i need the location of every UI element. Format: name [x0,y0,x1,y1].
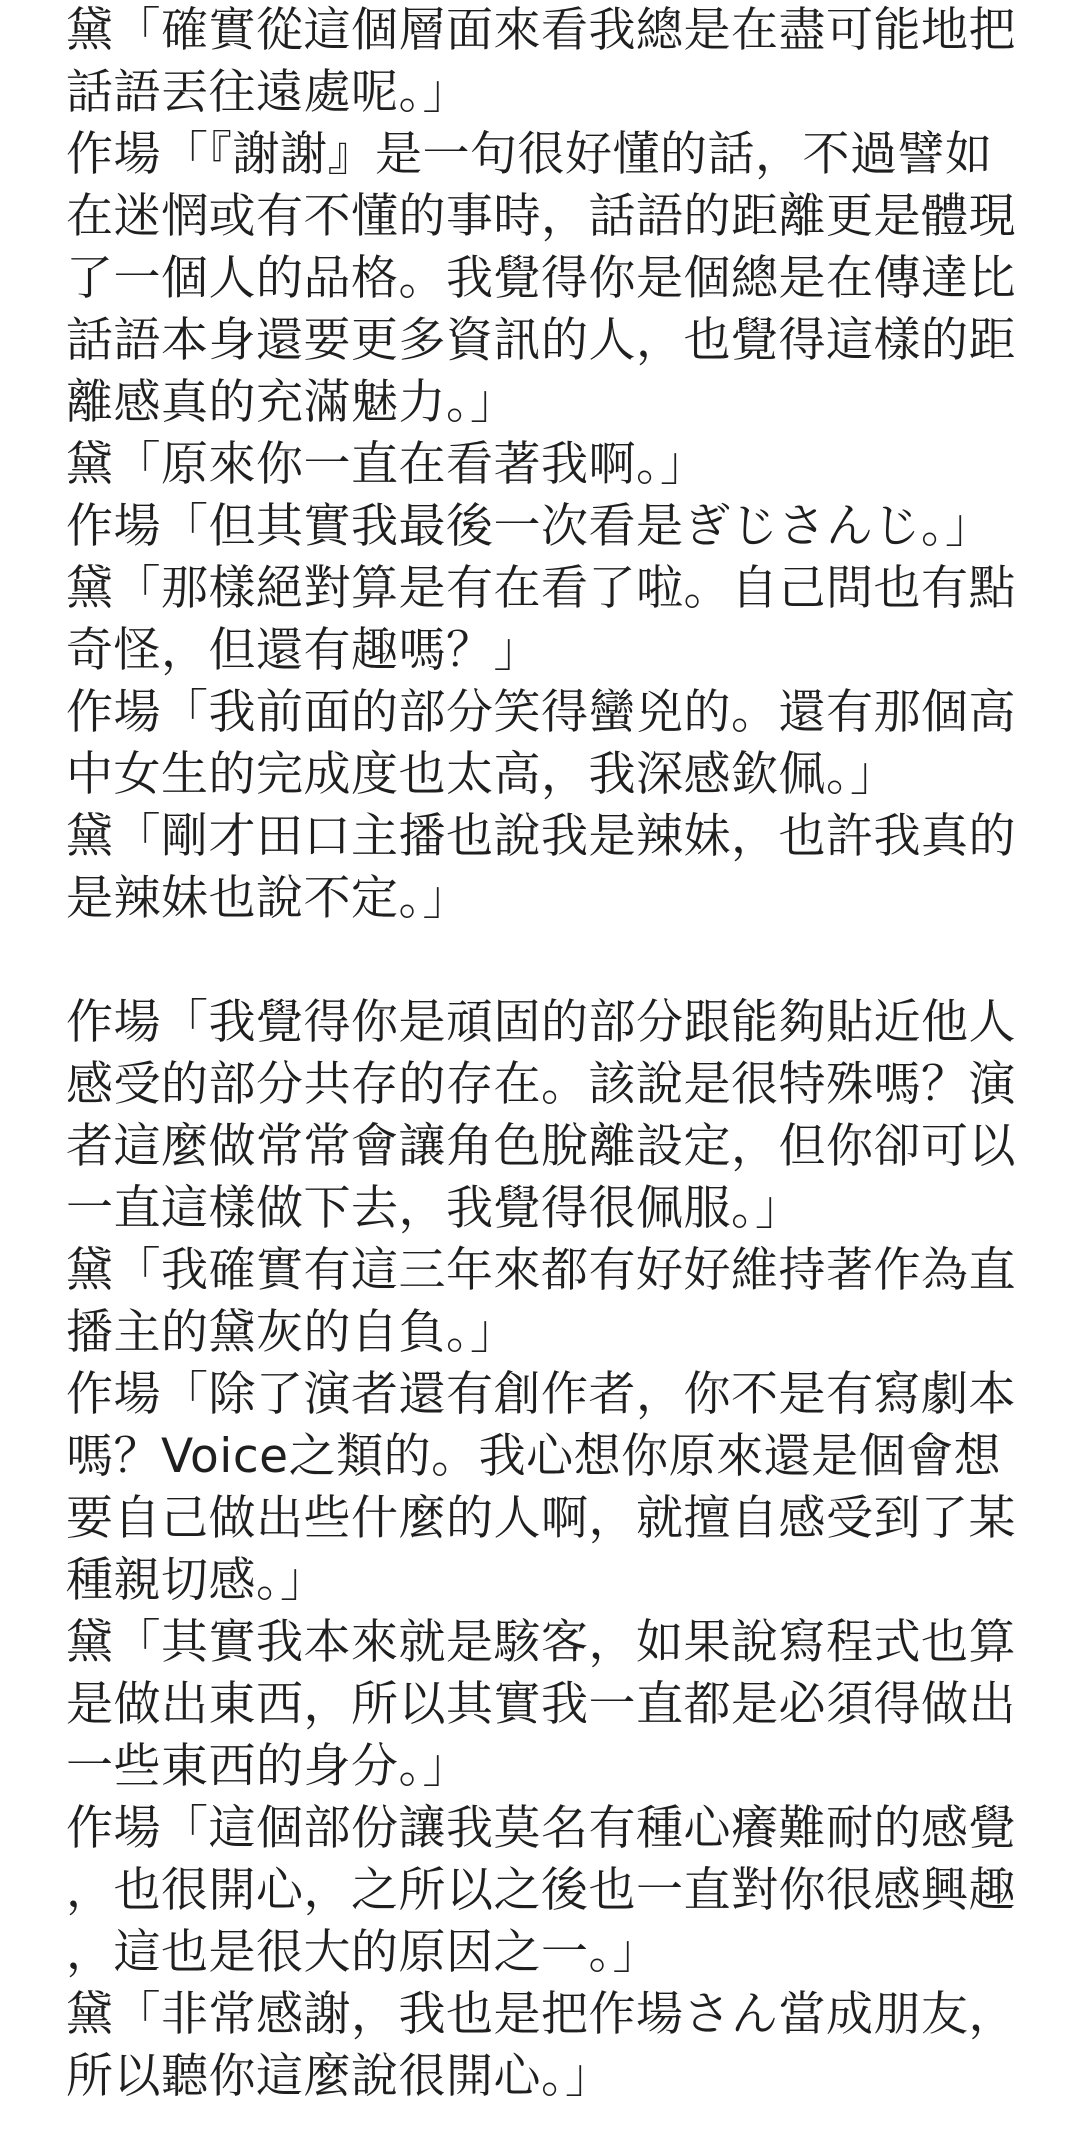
text-line: ，這也是很大的原因之一。」 [66,1925,660,1980]
text-line: 者這麼做常常會讓角色脫離設定，但你卻可以 [66,1119,1016,1174]
text-line: 黛「剛才田口主播也說我是辣妹，也許我真的 [66,809,1016,864]
text-line: 了一個人的品格。我覺得你是個總是在傳達比 [66,251,1016,306]
text-line: 作場「除了演者還有創作者，你不是有寫劇本 [66,1367,1016,1422]
text-line: 黛「其實我本來就是駭客，如果說寫程式也算 [66,1615,1016,1670]
text-line: 作場「『謝謝』是一句很好懂的話，不過譬如 [66,127,993,182]
text-line: 黛「我確實有這三年來都有好好維持著作為直 [66,1243,1016,1298]
text-line: 播主的黛灰的自負。」 [66,1305,518,1360]
text-line: 作場「這個部份讓我莫名有種心癢難耐的感覺 [66,1801,1016,1856]
text-line: 是做出東西，所以其實我一直都是必須得做出 [66,1677,1016,1732]
text-line: 一直這樣做下去，我覺得很佩服。」 [66,1181,803,1236]
text-line: 感受的部分共存的存在。該說是很特殊嗎？演 [66,1057,1016,1112]
text-line: 種親切感。」 [66,1553,328,1608]
text-line: 在迷惘或有不懂的事時，話語的距離更是體現 [66,189,1016,244]
text-line: 話語丟往遠處呢。」 [66,65,470,120]
text-line: 黛「那樣絕對算是有在看了啦。自己問也有點 [66,561,1016,616]
text-line: 離感真的充滿魅力。」 [66,375,518,430]
text-line: 黛「非常感謝，我也是把作場さん當成朋友， [66,1987,1016,2042]
text-line: 黛「確實從這個層面來看我總是在盡可能地把 [66,3,1016,58]
text-line: 嗎？Voice之類的。我心想你原來還是個會想 [66,1429,1002,1484]
text-line: 一些東西的身分。」 [66,1739,470,1794]
text-line: 作場「我前面的部分笑得蠻兇的。還有那個高 [66,685,1016,740]
text-line: 中女生的完成度也太高，我深感欽佩。」 [66,747,898,802]
blank-line [66,930,1026,992]
text-line: 所以聽你這麼說很開心。」 [66,2049,613,2104]
text-line: 是辣妹也說不定。」 [66,871,470,926]
text-line: 話語本身還要更多資訊的人，也覺得這樣的距 [66,313,1016,368]
text-line: 要自己做出些什麼的人啊，就擅自感受到了某 [66,1491,1016,1546]
text-line: 作場「我覺得你是頑固的部分跟能夠貼近他人 [66,995,1016,1050]
text-line: 奇怪，但還有趣嗎？」 [66,623,541,678]
dialogue-text [66,0,1026,2108]
text-line: 作場「但其實我最後一次看是ぎじさんじ。」 [66,499,993,554]
text-line: 黛「原來你一直在看著我啊。」 [66,437,708,492]
text-line: ，也很開心，之所以之後也一直對你很感興趣 [66,1863,1016,1918]
